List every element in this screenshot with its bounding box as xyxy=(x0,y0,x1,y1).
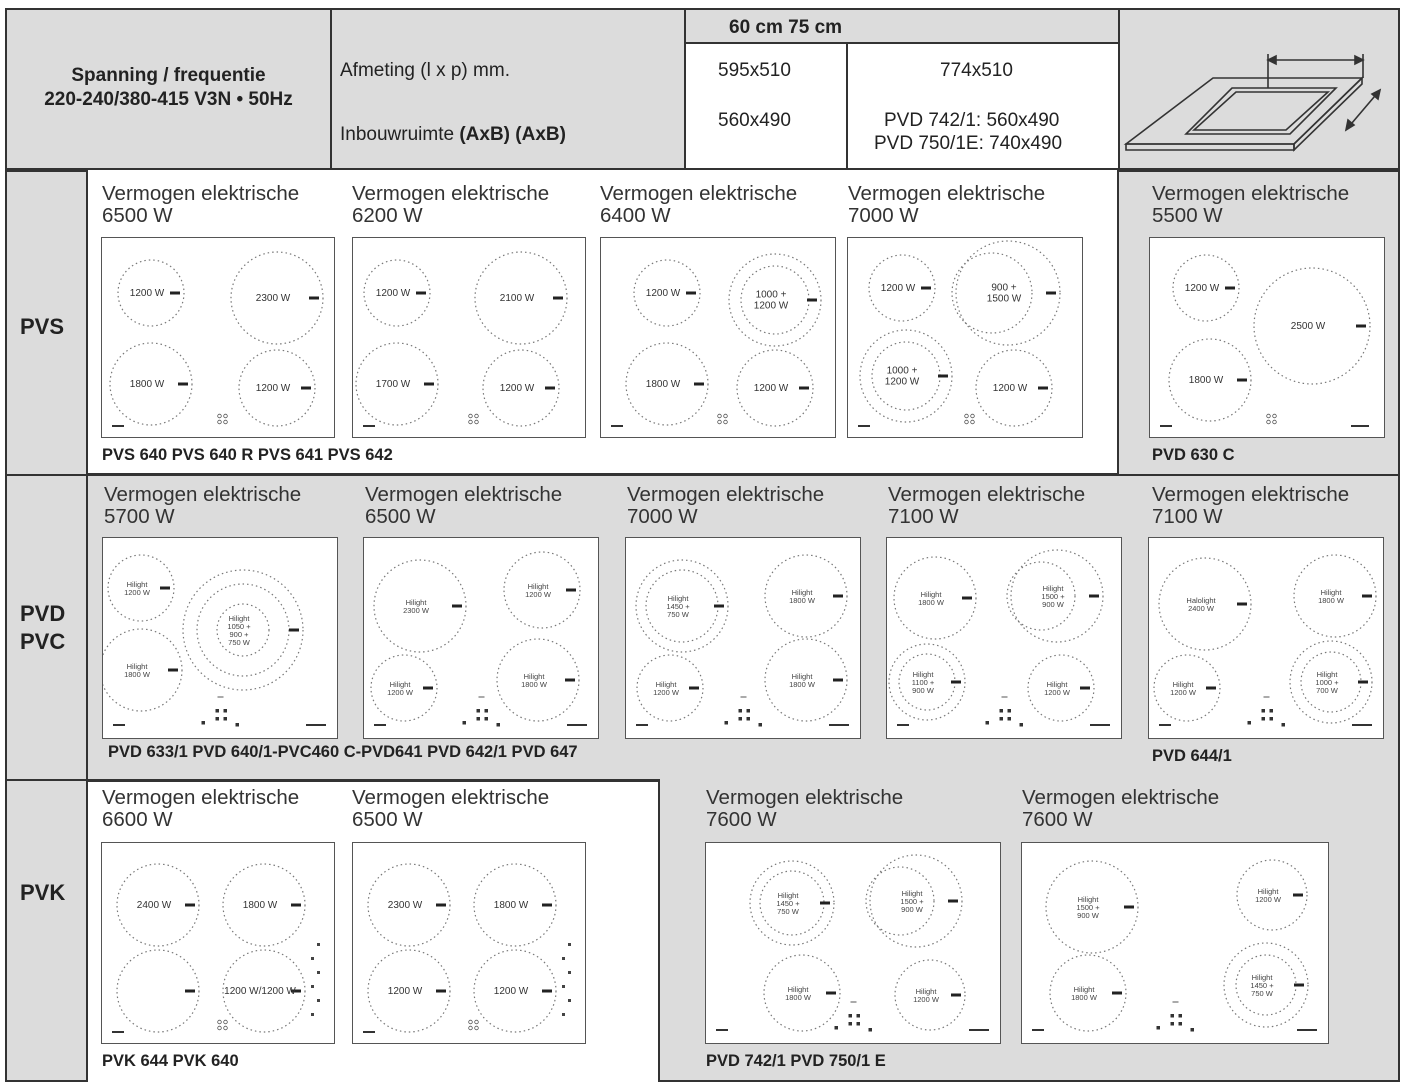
control-panel-icon xyxy=(611,414,727,426)
zone-label: 2300 W xyxy=(255,293,291,304)
zone-label: 1200 W xyxy=(880,283,916,294)
hob-diagram-pvd3 xyxy=(625,537,861,739)
control-panel-icon xyxy=(1160,414,1369,426)
hob-diagram-pvd750 xyxy=(1021,842,1329,1044)
power-value: 7600 W xyxy=(1022,808,1093,831)
cooking-zone xyxy=(223,950,305,1032)
cooking-zone xyxy=(764,955,840,1031)
zone-label: 1200 W xyxy=(129,288,165,299)
control-panel-icon xyxy=(858,414,974,426)
power-value: 7000 W xyxy=(848,204,919,227)
power-title-label: Vermogen elektrische xyxy=(352,786,550,809)
zone-label: Hilight 1500 + 900 W xyxy=(900,889,924,914)
model-label-pvd-group: PVD 633/1 PVD 640/1-PVC460 C-PVD641 PVD 642/1 PVD 647 xyxy=(108,743,578,761)
model-label-pvd630: PVD 630 C xyxy=(1152,446,1235,464)
hob-diagram-pvd742 xyxy=(705,842,1001,1044)
control-panel-icon xyxy=(363,414,478,426)
cooking-zone xyxy=(894,557,976,639)
zone-label: Hilight 1500 + 900 W xyxy=(1076,895,1100,920)
size-header: 60 cm 75 cm xyxy=(729,17,843,38)
row-label-pvd-pvc: PVD PVC xyxy=(20,601,66,654)
zone-label: 1200 W xyxy=(992,383,1028,394)
hob-diagram-pvs2 xyxy=(352,237,586,438)
zone-label: 1800 W xyxy=(242,900,278,911)
zone-label: 1800 W xyxy=(645,379,681,390)
zone-label: Hilight 1050 + 900 + 750 W xyxy=(227,614,251,647)
hob-outline-diagram xyxy=(1126,78,1362,150)
cooking-zone xyxy=(117,864,199,946)
cooking-zone xyxy=(626,343,708,425)
zone-label: Hilight 1800 W xyxy=(521,672,547,689)
zone-label: 1800 W xyxy=(1188,375,1224,386)
zone-label: 1200 W xyxy=(375,288,411,299)
power-title-label: Vermogen elektrische xyxy=(600,182,798,205)
cooking-zone xyxy=(1169,339,1251,421)
cooking-zone xyxy=(183,570,303,690)
model-label-pvs: PVS 640 PVS 640 R PVS 641 PVS 642 xyxy=(102,446,393,464)
cutout-75-line2: PVD 750/1E: 740x490 xyxy=(874,133,1063,154)
control-panel-icon xyxy=(897,697,1110,727)
zone-label: 1200 W xyxy=(499,383,535,394)
voltage-line2: 220-240/380-415 V3N • 50Hz xyxy=(44,89,293,110)
cooking-zone xyxy=(860,330,952,422)
cooking-zone xyxy=(231,252,323,344)
zone-label: Hilight 1200 W xyxy=(913,987,939,1004)
power-value: 5500 W xyxy=(1152,204,1223,227)
cooking-zone xyxy=(118,260,184,326)
cooking-zone xyxy=(368,950,450,1032)
zone-label: Hilight 1100 + 900 W xyxy=(911,670,935,695)
power-title-pvd630 xyxy=(1152,183,1349,227)
cutout-60-value: 560x490 xyxy=(718,110,791,131)
power-value: 7000 W xyxy=(627,505,698,528)
cooking-zone xyxy=(1028,655,1094,721)
cutout-label-bold: (AxB) (AxB) xyxy=(459,124,566,145)
cooking-zone xyxy=(475,252,567,344)
cooking-zone xyxy=(364,260,430,326)
cooking-zone xyxy=(356,343,438,425)
zone-label: Hilight 1450 + 750 W xyxy=(666,594,690,619)
zone-label: Hilight 1200 W xyxy=(1255,887,1281,904)
cutout-diagram xyxy=(1118,8,1400,170)
model-label-pvd644: PVD 644/1 xyxy=(1152,747,1232,765)
cooking-zone xyxy=(1173,255,1239,321)
power-value: 7600 W xyxy=(706,808,777,831)
power-title-label: Vermogen elektrische xyxy=(848,182,1046,205)
cooking-zone xyxy=(117,950,199,1032)
zone-label: 1700 W xyxy=(375,379,411,390)
zone-label: 2400 W xyxy=(136,900,172,911)
cooking-zone xyxy=(889,644,965,720)
zone-label: 1800 W xyxy=(493,900,529,911)
cooking-zone xyxy=(103,629,182,711)
power-title-label: Vermogen elektrische xyxy=(627,483,825,506)
cooking-zone xyxy=(866,855,962,947)
hob-diagram-pvk1 xyxy=(101,842,335,1044)
cooking-zone xyxy=(239,350,315,426)
row-label-pvs: PVS xyxy=(20,314,65,339)
cooking-zone xyxy=(634,260,700,326)
cooking-zone xyxy=(371,655,437,721)
cooking-zone xyxy=(976,350,1052,426)
power-title-label: Vermogen elektrische xyxy=(102,182,300,205)
cutout-75-line1: PVD 742/1: 560x490 xyxy=(884,110,1060,131)
control-panel-icon xyxy=(1032,1002,1317,1032)
cooking-zone xyxy=(952,241,1060,345)
cooking-zone xyxy=(497,639,579,721)
cooking-zone xyxy=(1050,955,1126,1031)
control-panel-icon xyxy=(113,697,326,727)
zone-label: Hilight 1800 W xyxy=(785,985,811,1002)
zone-label: Hilight 1200 W xyxy=(1170,680,1196,697)
hob-diagram-pvs4 xyxy=(847,237,1083,438)
voltage-line1: Spanning / frequentie xyxy=(71,65,266,86)
power-title-pvs4 xyxy=(848,183,1045,227)
row-divider-1 xyxy=(5,474,1400,476)
cutout-label xyxy=(340,124,566,146)
cooking-zone xyxy=(483,350,559,426)
power-title-pvd644 xyxy=(1152,484,1349,528)
cooking-zone xyxy=(474,864,556,946)
power-value: 6600 W xyxy=(102,808,173,831)
cooking-zone xyxy=(374,560,466,652)
zone-label: 2500 W xyxy=(1290,321,1326,332)
hob-diagram-pvd1 xyxy=(102,537,338,739)
hob-diagram-pvd630 xyxy=(1149,237,1385,438)
zone-label: 1800 W xyxy=(129,379,165,390)
hob-diagram-pvk2 xyxy=(352,842,586,1044)
cooking-zone xyxy=(636,560,728,652)
zone-label: 1200 W xyxy=(1184,283,1220,294)
power-title-pvs3 xyxy=(600,183,797,227)
row-divider-2 xyxy=(5,779,660,781)
power-value: 6500 W xyxy=(352,808,423,831)
zone-label: 1200 W/1200 W xyxy=(224,986,296,997)
zone-label: Hilight 1200 W xyxy=(1044,680,1070,697)
zone-label: Hilight 1200 W xyxy=(387,680,413,697)
cooking-zone xyxy=(737,350,813,426)
power-title-label: Vermogen elektrische xyxy=(365,483,563,506)
zone-label: 1000 + 1200 W xyxy=(884,365,920,388)
cooking-zone xyxy=(368,864,450,946)
power-value: 6500 W xyxy=(365,505,436,528)
power-title-pvs1 xyxy=(102,183,299,227)
zone-label: Hilight 1500 + 900 W xyxy=(1041,584,1065,609)
dim-60-value: 595x510 xyxy=(718,60,791,81)
zone-label: Hilight 1800 W xyxy=(789,588,815,605)
cooking-zone xyxy=(504,552,580,628)
zone-label: Hilight 1200 W xyxy=(653,680,679,697)
hob-diagram-pvs3 xyxy=(600,237,836,438)
zone-label: Hilight 1450 + 750 W xyxy=(1250,973,1274,998)
zone-label: 900 + 1500 W xyxy=(986,282,1022,305)
zone-label: 1200 W xyxy=(753,383,789,394)
cooking-zone xyxy=(1290,641,1372,723)
zone-label: 1200 W xyxy=(387,986,423,997)
power-title-pvd742 xyxy=(706,787,903,831)
cooking-zone xyxy=(110,343,192,425)
power-title-label: Vermogen elektrische xyxy=(104,483,302,506)
model-label-pvd742: PVD 742/1 PVD 750/1 E xyxy=(706,1052,886,1070)
power-title-pvd750 xyxy=(1022,787,1219,831)
row-label-pvk: PVK xyxy=(20,880,66,905)
power-title-pvk2 xyxy=(352,787,549,831)
cooking-zone xyxy=(1159,558,1251,650)
cooking-zone xyxy=(1007,550,1103,642)
zone-label: 2300 W xyxy=(387,900,423,911)
control-panel-icon xyxy=(374,697,587,727)
cooking-zone xyxy=(895,960,965,1030)
hob-diagram-pvd2 xyxy=(363,537,599,739)
control-panel-icon xyxy=(636,697,849,727)
zone-label: Hilight 1200 W xyxy=(124,580,150,597)
cooking-zone xyxy=(1237,860,1307,930)
power-title-label: Vermogen elektrische xyxy=(706,786,904,809)
control-panel-icon xyxy=(112,414,227,426)
zone-label: Halolight 2400 W xyxy=(1186,596,1216,613)
power-title-label: Vermogen elektrische xyxy=(102,786,300,809)
power-title-pvs2 xyxy=(352,183,549,227)
power-title-label: Vermogen elektrische xyxy=(888,483,1086,506)
power-value: 6200 W xyxy=(352,204,423,227)
zone-label: Hilight 1800 W xyxy=(918,590,944,607)
cooking-zone xyxy=(1254,268,1370,384)
power-value: 7100 W xyxy=(888,505,959,528)
hob-diagram-pvd4 xyxy=(886,537,1122,739)
cooking-zone xyxy=(729,254,821,346)
cooking-zone xyxy=(1046,861,1138,953)
hob-diagram-pvd644 xyxy=(1148,537,1384,739)
cooking-zone xyxy=(474,950,556,1032)
zone-label: 1000 + 1200 W xyxy=(753,289,789,312)
zone-label: Hilight 1200 W xyxy=(525,582,551,599)
hob-diagram-pvs1 xyxy=(101,237,335,438)
power-title-pvd1 xyxy=(104,484,301,528)
power-title-label: Vermogen elektrische xyxy=(1022,786,1220,809)
zone-label: Hilight 1800 W xyxy=(1071,985,1097,1002)
dimension-label: Afmeting (l x p) mm. xyxy=(340,60,510,81)
zone-label: Hilight 2300 W xyxy=(403,598,429,615)
cutout-label-text: Inbouwruimte xyxy=(340,124,460,145)
cooking-zone xyxy=(1154,655,1220,721)
cooking-zone xyxy=(750,861,834,945)
cooking-zone xyxy=(869,255,935,321)
voltage-label xyxy=(5,64,332,112)
zone-label: Hilight 1800 W xyxy=(789,672,815,689)
power-value: 6400 W xyxy=(600,204,671,227)
cooking-zone xyxy=(765,555,847,637)
cooking-zone xyxy=(765,639,847,721)
zone-label: 1200 W xyxy=(493,986,529,997)
power-value: 6500 W xyxy=(102,204,173,227)
cooking-zone xyxy=(108,555,174,621)
row-label-divider xyxy=(86,170,88,1082)
model-label-pvk: PVK 644 PVK 640 xyxy=(102,1052,239,1070)
power-title-pvd3 xyxy=(627,484,824,528)
cooking-zone xyxy=(1224,943,1308,1027)
power-title-pvk1 xyxy=(102,787,299,831)
zone-label: Hilight 1450 + 750 W xyxy=(776,891,800,916)
power-title-pvd2 xyxy=(365,484,562,528)
control-panel-icon xyxy=(716,1002,989,1032)
zone-label: 2100 W xyxy=(499,293,535,304)
cooking-zone xyxy=(1294,555,1376,637)
dim-75-value: 774x510 xyxy=(940,60,1013,81)
zone-label: Hilight 1800 W xyxy=(1318,588,1344,605)
zone-label: 1200 W xyxy=(255,383,291,394)
power-title-label: Vermogen elektrische xyxy=(1152,182,1350,205)
cooking-zone xyxy=(637,655,703,721)
power-title-label: Vermogen elektrische xyxy=(1152,483,1350,506)
power-value: 5700 W xyxy=(104,505,175,528)
power-value: 7100 W xyxy=(1152,505,1223,528)
zone-label: 1200 W xyxy=(645,288,681,299)
zone-label: Hilight 1000 + 700 W xyxy=(1315,670,1339,695)
cooking-zone xyxy=(223,864,305,946)
power-title-pvd4 xyxy=(888,484,1085,528)
power-title-label: Vermogen elektrische xyxy=(352,182,550,205)
zone-label: Hilight 1800 W xyxy=(124,662,150,679)
